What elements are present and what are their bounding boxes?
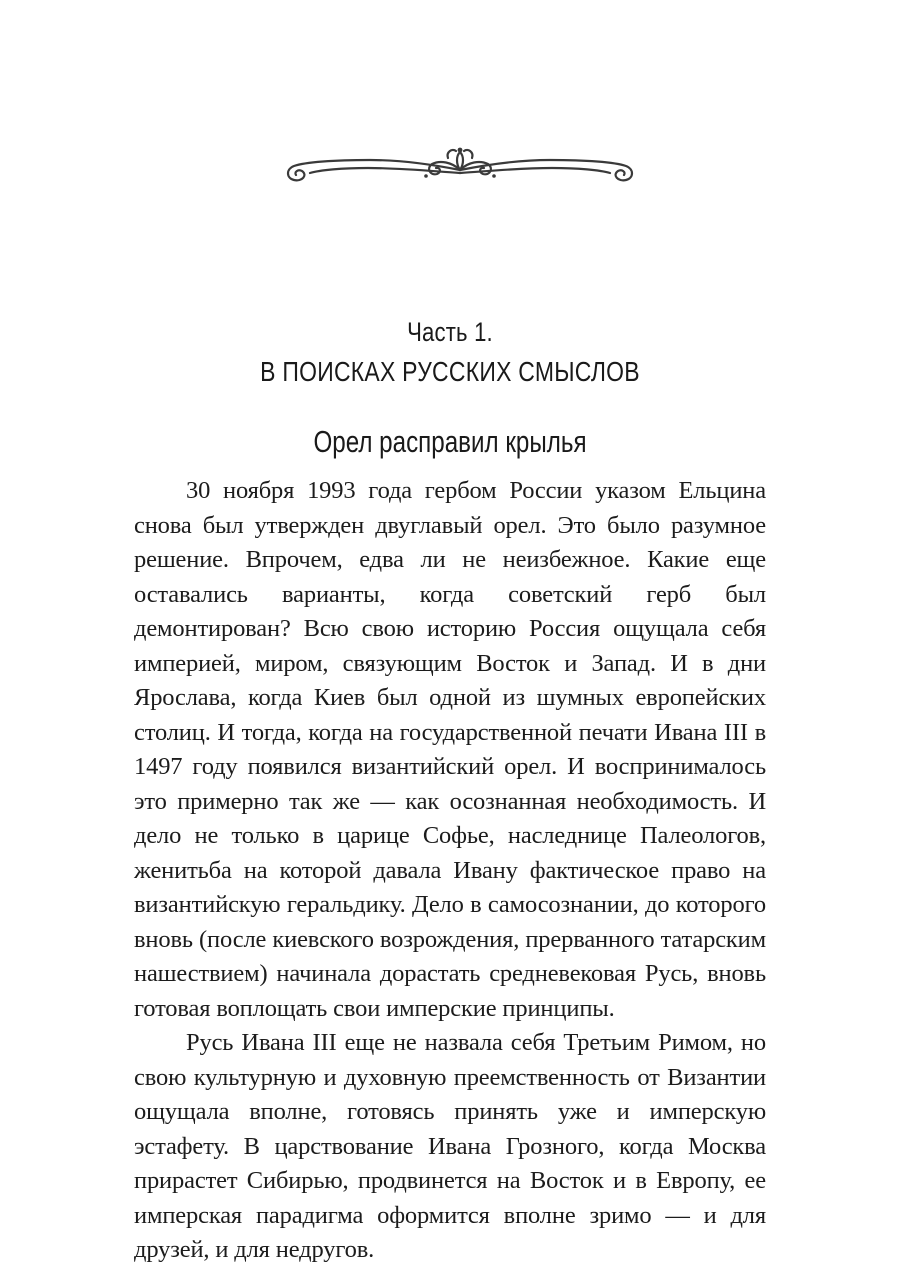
part-number: Часть 1. [407, 317, 493, 347]
paragraph: Русь Ивана III еще не назвала себя Третьим Римом, но свою культурную и духовную преемственность от Византии ощущала вполне, готовясь принять уже и имперскую эстафету. В царствование Ивана Грозного, когда Москва прирастет Сибирью, продвинется на Восток и в Европу, ее имперская парадигма оформится вполне зримо — и для друзей, и для недругов. [134, 1029, 766, 1263]
chapter-title: Орел расправил крылья [313, 424, 587, 459]
decorative-flourish-icon [280, 140, 640, 190]
part-title: В ПОИСКАХ РУССКИХ СМЫСЛОВ [260, 356, 640, 387]
part-heading [0, 312, 900, 392]
body-text [134, 474, 766, 1268]
paragraph: 30 ноября 1993 года гербом России указом Ельцина снова был утвержден двуглавый орел. Это было разумное решение. Впрочем, едва ли не неизбежное. Какие еще оставались варианты, когда советский герб был демонтирован? Всю свою историю Россия ощущала себя империей, миром, связующим Восток и Запад. И в дни Ярослава, когда Киев был одной из шумных европейских столиц. И тогда, когда на государственной печати Ивана III в 1497 году появился византийский орел. И воспринималось это примерно так же — как осознанная необходимость. И дело не только в царице Софье, наследнице Палеологов, женитьба на которой давала Ивану фактическое право на византийскую геральдику. Дело в самосознании, до которого вновь (после киевского возрождения, прерванного татарским нашествием) начинала дорастать средневековая Русь, вновь готовая воплощать свои имперские принципы. [134, 477, 766, 1022]
